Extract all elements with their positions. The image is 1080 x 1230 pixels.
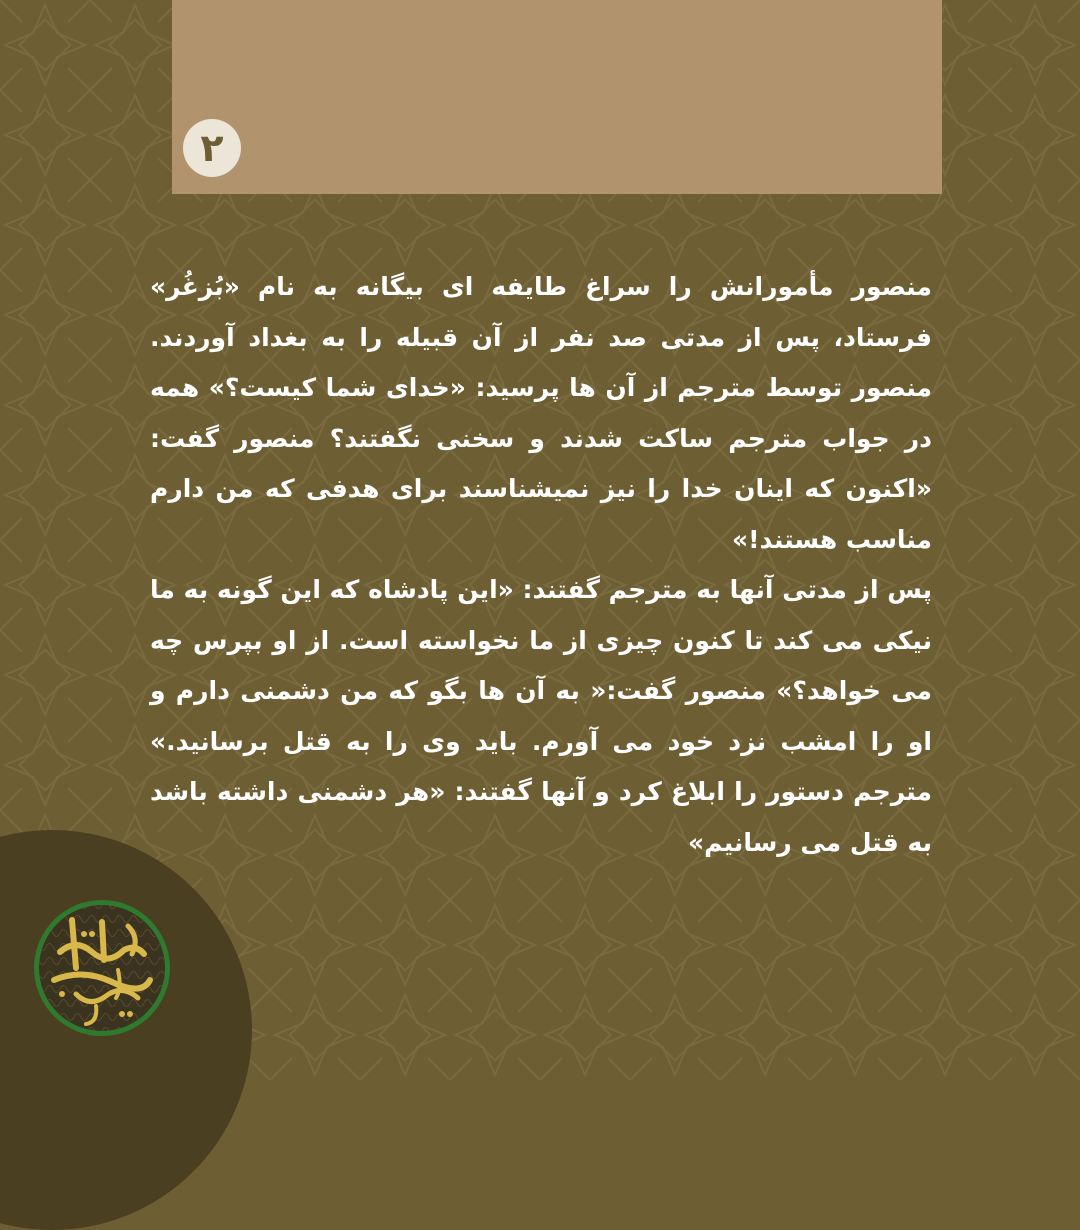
calligraphy-emblem-icon (32, 898, 172, 1038)
story-paragraph-1: منصور مأمورانش را سراغ طایفه ای بیگانه به نام «بُزغُر» فرستاد، پس از مدتی صد نفر از آن قبیله را به بغداد آوردند. منصور توسط مترجم از آن ها پرسید: «خدای شما کیست؟» همه در جواب مترجم ساکت شدند و سخنی نگفتند؟ منصور گفت: «اکنون که اینان خدا را نیز نمیشناسند برای هدفی که من دارم مناسب هستند!» (150, 272, 932, 554)
story-text (150, 262, 932, 868)
top-panel (172, 0, 942, 194)
logo (32, 898, 172, 1038)
story-paragraph-2: پس از مدتی آنها به مترجم گفتند: «این پادشاه که این گونه به ما نیکی می کند تا کنون چیزی از ما نخواسته است. از او بپرس چه می خواهد؟» منصور گفت:« به آن ها بگو که من دشمنی دارم و او را امشب نزد خود می آورم. باید وی را به قتل برسانید.» مترجم دستور را ابلاغ کرد و آنها گفتند: «هر دشمنی داشته باشد به قتل می رسانیم» (150, 575, 932, 857)
page-number-badge: ۲ (183, 119, 241, 177)
